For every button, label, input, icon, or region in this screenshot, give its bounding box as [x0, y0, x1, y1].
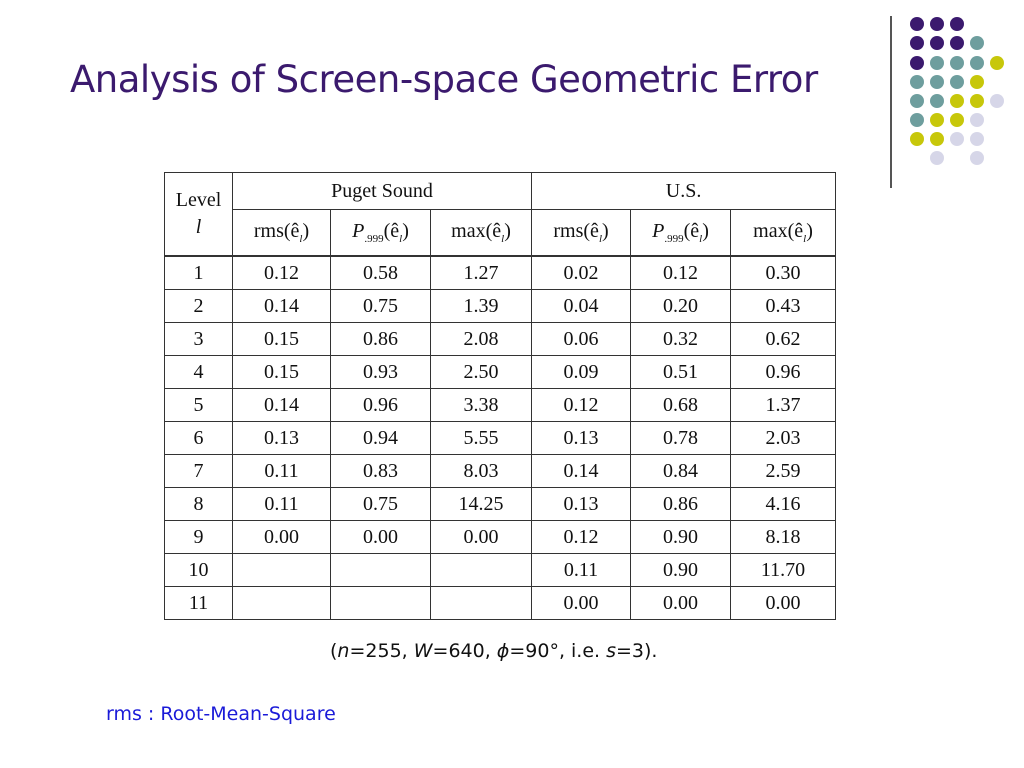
level-cell: 7: [165, 455, 233, 488]
table-cell: 0.93: [331, 356, 431, 389]
table-cell: 0.30: [731, 256, 836, 290]
decor-dot: [950, 17, 964, 31]
table-cell: 0.13: [233, 422, 331, 455]
table-cell: 8.18: [731, 521, 836, 554]
table-cell: 0.86: [631, 488, 731, 521]
table-cell: [331, 554, 431, 587]
level-cell: 8: [165, 488, 233, 521]
level-cell: 6: [165, 422, 233, 455]
table-cell: 2.08: [431, 323, 532, 356]
decor-dot: [910, 17, 924, 31]
table-cell: 0.43: [731, 290, 836, 323]
table-cell: 0.14: [233, 290, 331, 323]
table-cell: 3.38: [431, 389, 532, 422]
table-cell: 11.70: [731, 554, 836, 587]
table-cell: 8.03: [431, 455, 532, 488]
table-cell: 0.84: [631, 455, 731, 488]
decor-dot: [910, 113, 924, 127]
table-cell: 0.12: [532, 389, 631, 422]
level-cell: 3: [165, 323, 233, 356]
table-cell: [233, 554, 331, 587]
table-cell: 0.13: [532, 488, 631, 521]
level-cell: 9: [165, 521, 233, 554]
table-cell: 0.62: [731, 323, 836, 356]
decor-dot: [930, 36, 944, 50]
table-cell: 2.59: [731, 455, 836, 488]
table-cell: 1.37: [731, 389, 836, 422]
table-cell: 0.04: [532, 290, 631, 323]
decor-dot: [930, 94, 944, 108]
table-cell: [431, 587, 532, 620]
table-cell: 0.00: [431, 521, 532, 554]
table-row: [165, 290, 836, 323]
error-table: [164, 172, 836, 620]
table-cell: 2.50: [431, 356, 532, 389]
table-row: [165, 455, 836, 488]
col-header-p999: $P_{.999}(ê_l)$: [631, 210, 731, 257]
table-cell: 0.06: [532, 323, 631, 356]
table-cell: 2.03: [731, 422, 836, 455]
decor-dot: [910, 36, 924, 50]
decor-dot: [930, 75, 944, 89]
decor-dot: [930, 132, 944, 146]
table-cell: 1.39: [431, 290, 532, 323]
table-cell: 4.16: [731, 488, 836, 521]
table-cell: 0.00: [331, 521, 431, 554]
table-cell: 0.15: [233, 356, 331, 389]
table-cell: 0.94: [331, 422, 431, 455]
decor-dot: [950, 36, 964, 50]
level-cell: 5: [165, 389, 233, 422]
table-row: [165, 389, 836, 422]
table-cell: 0.96: [731, 356, 836, 389]
decor-dot: [910, 75, 924, 89]
group-header-us: U.S.: [532, 173, 836, 210]
table-cell: 0.12: [631, 256, 731, 290]
table-cell: 0.58: [331, 256, 431, 290]
group-header-puget-sound: Puget Sound: [233, 173, 532, 210]
rms-definition-note: rms : Root-Mean-Square: [106, 703, 336, 725]
decor-dot: [930, 17, 944, 31]
level-cell: 11: [165, 587, 233, 620]
decor-dot: [970, 132, 984, 146]
table-cell: 0.90: [631, 521, 731, 554]
decor-dot: [970, 94, 984, 108]
col-header-max: $\max(ê_l)$: [731, 210, 836, 257]
decor-dot: [910, 94, 924, 108]
table-row: [165, 554, 836, 587]
table-cell: 0.83: [331, 455, 431, 488]
table-cell: 0.00: [631, 587, 731, 620]
decor-dot: [930, 151, 944, 165]
decor-dot: [950, 75, 964, 89]
table-cell: 0.90: [631, 554, 731, 587]
decor-dot: [970, 151, 984, 165]
parameter-caption: (n=255, W=640, ϕ=90°, i.e. s=3).: [330, 640, 658, 662]
table-row: [165, 521, 836, 554]
table-cell: 0.86: [331, 323, 431, 356]
table-cell: 0.13: [532, 422, 631, 455]
table-cell: 5.55: [431, 422, 532, 455]
table-cell: 0.78: [631, 422, 731, 455]
level-header-symbol: l: [195, 216, 202, 238]
table-row: [165, 323, 836, 356]
decor-dot: [970, 75, 984, 89]
table-cell: 0.00: [532, 587, 631, 620]
decor-dot: [950, 113, 964, 127]
decor-dot: [970, 56, 984, 70]
decor-divider-line: [890, 16, 892, 188]
table-row: [165, 488, 836, 521]
decor-dot: [950, 94, 964, 108]
decor-dot: [930, 113, 944, 127]
table-cell: 0.15: [233, 323, 331, 356]
table-cell: 0.96: [331, 389, 431, 422]
decor-dot: [950, 56, 964, 70]
table-cell: 0.00: [731, 587, 836, 620]
col-header-p999: $P_{.999}(ê_l)$: [331, 210, 431, 257]
col-header-max: $\max(ê_l)$: [431, 210, 532, 257]
table-cell: 0.02: [532, 256, 631, 290]
table-cell: 0.14: [233, 389, 331, 422]
table-cell: 0.09: [532, 356, 631, 389]
level-cell: 1: [165, 256, 233, 290]
table-row: [165, 422, 836, 455]
table-cell: [431, 554, 532, 587]
table-cell: 0.68: [631, 389, 731, 422]
decor-dot: [910, 132, 924, 146]
table-cell: 0.11: [532, 554, 631, 587]
decor-dot: [950, 132, 964, 146]
decor-dot: [990, 94, 1004, 108]
table-cell: 0.75: [331, 290, 431, 323]
table-cell: 0.12: [233, 256, 331, 290]
decor-dot: [970, 36, 984, 50]
decor-dot: [910, 56, 924, 70]
table-cell: 0.12: [532, 521, 631, 554]
decor-dot: [930, 56, 944, 70]
table-cell: 0.00: [233, 521, 331, 554]
slide-title: Analysis of Screen-space Geometric Error: [70, 58, 818, 101]
col-header-rms: $rms(ê_l)$: [532, 210, 631, 257]
table-cell: 0.20: [631, 290, 731, 323]
table-row: [165, 256, 836, 290]
col-header-rms: $rms(ê_l)$: [233, 210, 331, 257]
table-cell: 1.27: [431, 256, 532, 290]
table-cell: 0.11: [233, 455, 331, 488]
decor-dot: [970, 113, 984, 127]
level-header-label: Level: [175, 189, 222, 211]
table-cell: 0.14: [532, 455, 631, 488]
level-cell: 4: [165, 356, 233, 389]
table-cell: 0.32: [631, 323, 731, 356]
table-row: [165, 356, 836, 389]
level-cell: 2: [165, 290, 233, 323]
level-header: [165, 173, 233, 257]
table-cell: [331, 587, 431, 620]
table-cell: 0.11: [233, 488, 331, 521]
table-cell: 0.75: [331, 488, 431, 521]
decor-dot: [990, 56, 1004, 70]
table-cell: 14.25: [431, 488, 532, 521]
table-row: [165, 587, 836, 620]
table-cell: [233, 587, 331, 620]
table-cell: 0.51: [631, 356, 731, 389]
level-cell: 10: [165, 554, 233, 587]
